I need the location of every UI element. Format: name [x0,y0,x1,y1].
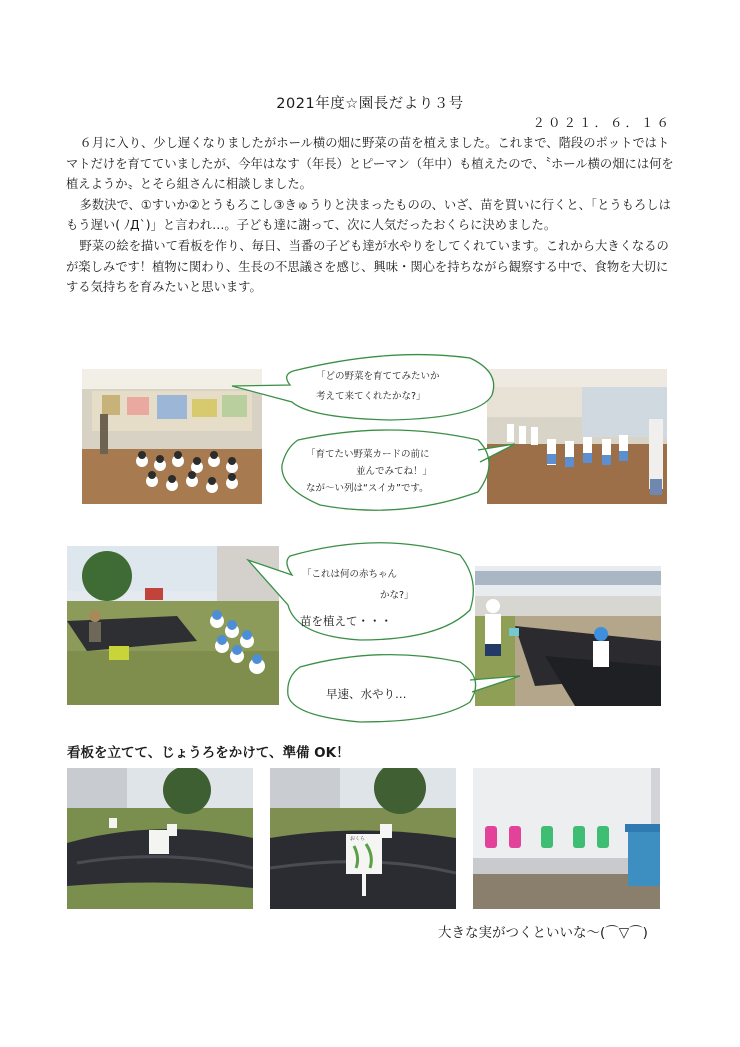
okura-sign-label: おくら [350,836,366,842]
bubble-4-text: 早速、水やり… [326,687,407,701]
bubble-3-subtext: 苗を植えて・・・ [300,614,392,628]
paragraph-1: ６月に入り、少し遅くなりましたがホール横の畑に野菜の苗を植えました。これまで、階段のポットではトマトだけを育てていましたが、今年はなす（年長）とピーマン（年中）も植えたので、〝ホール横の畑には何を植えようか〟とそら組さんに相談しました。 [66,136,674,192]
paragraph-2: 多数決で、①すいか②とうもろこし③きゅうりと決まったものの、いざ、苗を買いに行くと、「とうもろしはもう遅い( ﾉД`)」と言われ…。子ども達に謝って、次に人気だったおくらに決めました。 [66,197,671,233]
paragraph-3: 野菜の絵を描いて看板を作り、毎日、当番の子ども達が水やりをしてくれています。これから大きくなるのが楽しみです！植物に関わり、生長の不思議さを感じ、興味・関心を持ちながら観察する中で、食物を大切にする気持ちを育みたいと思います。 [66,238,669,295]
bubble-3-text: 「これは何の赤ちゃん かな?」 [302,569,414,601]
page-title: 2021年度☆園長だより３号 [276,96,464,112]
closing-remark: 大きな実がつくといいな～(⌒▽⌒) [438,925,648,941]
photo-field-with-signs-1 [67,768,253,909]
bubble-2-text: 「育てたい野菜カードの前に 並んでみてね！」 なが～い列は“スイカ”です。 [306,449,433,494]
photo-caption: 看板を立てて、じょうろをかけて、準備 OK！ [67,745,350,761]
bubble-1-text: 「どの野菜を育ててみたいか 考えて来てくれたかな?」 [316,371,440,402]
photo-field-with-signs-2 [270,768,456,909]
issue-date: ２０２１．６．１６ [532,115,672,130]
photo-watering-cans-on-wall [473,768,660,909]
